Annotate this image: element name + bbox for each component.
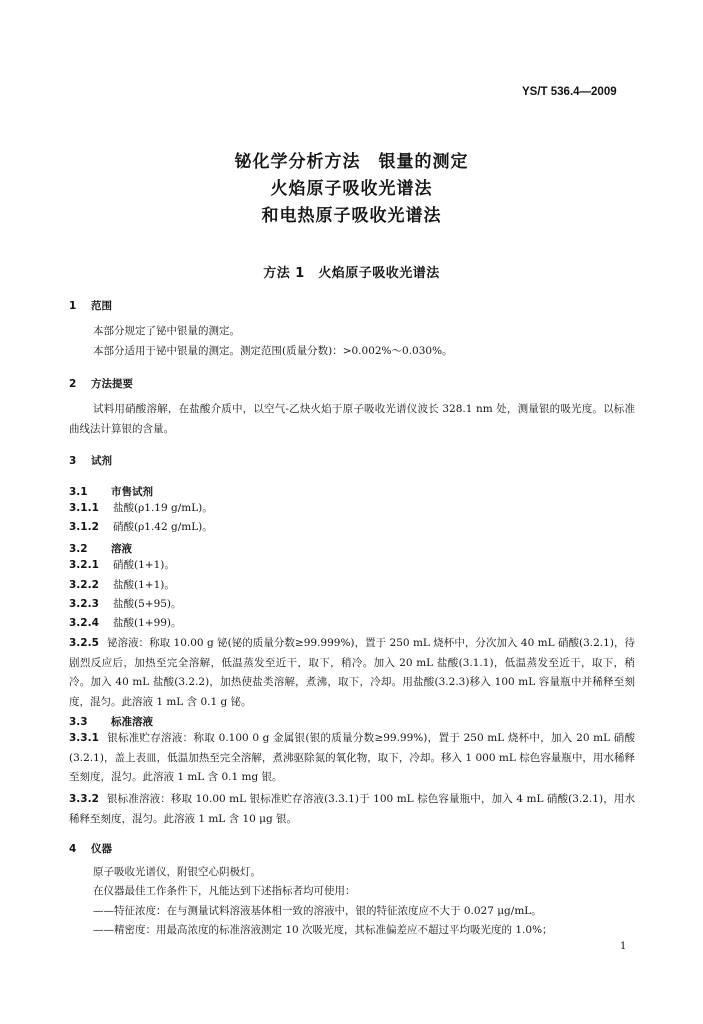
item-3-2-5 [69, 634, 635, 712]
section-title: 仪器 [91, 843, 112, 855]
item-3-2-4 [69, 614, 635, 633]
section-4-heading [69, 841, 112, 856]
section-number: 3 [69, 455, 77, 467]
item-number: 3.3.2 [69, 793, 99, 805]
item-text: 盐酸(ρ1.19 g/mL)。 [113, 502, 213, 514]
item-number: 3.2.5 [69, 637, 99, 649]
instrument-criterion-1: ——特征浓度：在与测量试料溶液基体相一致的溶液中，银的特征浓度应不大于 0.027 μg/mL。 [93, 905, 542, 917]
instrument-paragraph-1: 原子吸收光谱仪，附银空心阴极灯。 [93, 866, 261, 878]
item-3-1-1 [69, 499, 635, 518]
item-text: 盐酸(1+1)。 [113, 579, 175, 591]
standard-number: YS/T 536.4—2009 [522, 86, 617, 98]
item-number: 3.1.1 [69, 502, 99, 514]
instrument-paragraph-2: 在仪器最佳工作条件下，凡能达到下述指标者均可使用： [93, 885, 356, 897]
subsection-title: 标准溶液 [111, 716, 153, 728]
subsection-3-2-heading [69, 541, 132, 556]
section-number: 4 [69, 843, 77, 855]
item-3-2-2 [69, 576, 635, 595]
item-number: 3.2.4 [69, 617, 99, 629]
method-heading: 方法 1 火焰原子吸收光谱法 [263, 266, 440, 281]
subsection-title: 溶液 [111, 543, 132, 555]
item-number: 3.2.3 [69, 598, 99, 610]
scope-paragraph-1: 本部分规定了铋中银量的测定。 [93, 325, 240, 337]
section-number: 1 [69, 300, 77, 312]
page-number: 1 [620, 941, 627, 952]
item-3-1-2 [69, 518, 635, 537]
item-3-3-1 [69, 729, 635, 788]
section-title: 方法提要 [91, 378, 133, 390]
section-1-heading [69, 298, 112, 313]
subsection-3-1-heading [69, 484, 153, 499]
method-summary-paragraph: 试料用硝酸溶解，在盐酸介质中，以空气-乙炔火焰于原子吸收光谱仪波长 328.1 nm 处，测量银的吸光度。以标准曲线法计算银的含量。 [69, 403, 635, 435]
item-number: 3.2.1 [69, 559, 99, 571]
subsection-title: 市售试剂 [111, 486, 153, 498]
item-text: 铋溶液：称取 10.00 g 铋(铋的质量分数≥99.999%)，置于 250 mL 烧杯中，分次加入 40 mL 硝酸(3.2.1)，待剧烈反应后，加热至完全溶解，低温蒸发至近干，取下，稍冷。加入 20 mL 盐酸(3.1.1)，低温蒸发至近干，取下，稍冷。加入 40 mL 盐酸(3.2.2)，加热使盐类溶解，煮沸，取下，冷却。用盐酸(3.2.3)移入 100 mL 容量瓶中并稀释至刻度，混匀。此溶液 1 mL 含 0.1 g 铋。 [69, 637, 635, 708]
item-text: 银标准溶液：移取 10.00 mL 银标准贮存溶液(3.3.1)于 100 mL 棕色容量瓶中，加入 4 mL 硝酸(3.2.1)，用水稀释至刻度，混匀。此溶液 1 mL 含 10 μg 银。 [69, 793, 635, 825]
scope-paragraph-2: 本部分适用于铋中银量的测定。测定范围(质量分数)：>0.002%～0.030%。 [93, 345, 453, 357]
subsection-number: 3.2 [69, 543, 88, 555]
item-text: 硝酸(1+1)。 [113, 559, 175, 571]
item-text: 盐酸(1+99)。 [113, 617, 182, 629]
section-title: 范围 [91, 300, 112, 312]
subsection-number: 3.3 [69, 716, 88, 728]
section-3-heading [69, 453, 112, 468]
item-text: 银标准贮存溶液：称取 0.100 0 g 金属银(银的质量分数≥99.99%)，置于 250 mL 烧杯中，加入 20 mL 硝酸(3.2.1)，盖上表皿，低温加热至完全溶解，煮沸驱除氮的氧化物，取下，冷却。移入 1 000 mL 棕色容量瓶中，用水稀释至刻度，混匀。此溶液 1 mL 含 0.1 mg 银。 [69, 732, 635, 784]
section-title: 试剂 [91, 455, 112, 467]
item-text: 硝酸(ρ1.42 g/mL)。 [113, 521, 213, 533]
item-number: 3.1.2 [69, 521, 99, 533]
section-2-heading [69, 376, 133, 391]
section-number: 2 [69, 378, 77, 390]
item-3-3-2 [69, 790, 635, 829]
title-line-1: 铋化学分析方法 银量的测定 [234, 152, 469, 172]
title-line-2: 火焰原子吸收光谱法 [270, 179, 433, 199]
item-text: 盐酸(5+95)。 [113, 598, 182, 610]
subsection-number: 3.1 [69, 486, 88, 498]
subsection-3-3-heading [69, 714, 153, 729]
title-line-3: 和电热原子吸收光谱法 [261, 206, 442, 226]
item-number: 3.3.1 [69, 732, 99, 744]
item-number: 3.2.2 [69, 579, 99, 591]
item-3-2-3 [69, 595, 635, 614]
instrument-criterion-2: ——精密度：用最高浓度的标准溶液测定 10 次吸光度，其标准偏差应不超过平均吸光度的 1.0%； [93, 924, 553, 936]
item-3-2-1 [69, 556, 635, 575]
